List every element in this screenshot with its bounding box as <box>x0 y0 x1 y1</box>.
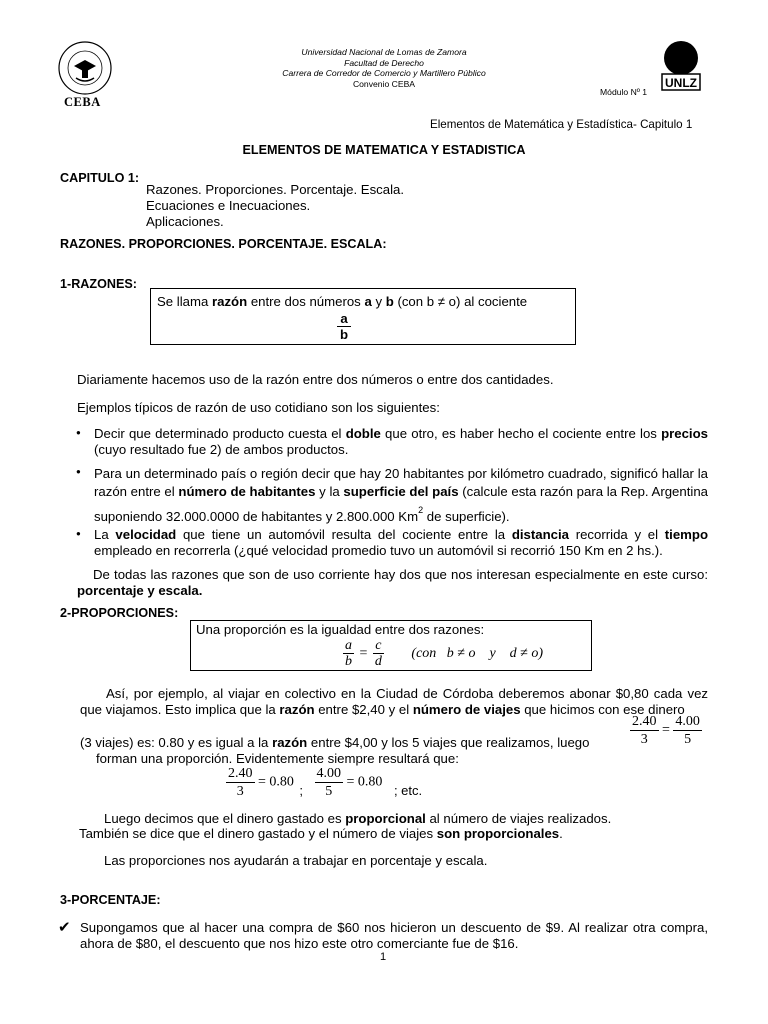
fraction-a-b <box>343 638 354 669</box>
porcentaje-paragraph-1: Supongamos que al hacer una compra de $60 nos hicieron un descuento de $9. Al realizar otra compra, ahora de $80, el descuento que nos hizo este otro comerciante fue de $16. <box>80 920 708 951</box>
proporciones-paragraph-1 <box>80 686 708 718</box>
chapter-item: Ecuaciones e Inecuaciones. <box>146 198 311 213</box>
proporciones-paragraph-3 <box>104 811 611 827</box>
razones-paragraph-2: Ejemplos típicos de razón de uso cotidiano son los siguientes: <box>77 400 440 415</box>
text: La <box>94 527 116 542</box>
fraction-numerator: 4.00 <box>675 714 700 729</box>
text: que hicimos con ese dinero <box>520 702 685 717</box>
agreement-name: Convenio CEBA <box>352 78 416 89</box>
chapter-item: Aplicaciones. <box>146 214 224 229</box>
text: Luego decimos que el dinero gastado es <box>104 811 346 826</box>
bullet-icon: ● <box>76 529 81 538</box>
var: a <box>364 294 372 309</box>
neq-symbol: ≠ <box>437 294 446 309</box>
document-subtitle: Elementos de Matemática y Estadística- Capitulo 1 <box>430 118 693 131</box>
text: (calcule esta razón para la Rep. Argentina suponiendo 32.000.0000 de habitantes y 2.800.000 Km <box>94 484 708 524</box>
bold-term: superficie del país <box>343 484 459 499</box>
fraction-denominator: 3 <box>236 784 244 799</box>
text: empleado en recorrerla (¿qué velocidad promedio tuvo un automóvil si recorrió 150 Km en 2 hs.). <box>94 543 663 558</box>
text: que otro, es haber hecho el cociente entre los <box>380 426 662 441</box>
bold-term: velocidad <box>115 527 177 542</box>
fraction-numerator: 2.40 <box>632 714 657 729</box>
bold-term: proporcional <box>345 811 426 826</box>
bold-term: distancia <box>511 527 569 542</box>
unlz-logo-text: UNLZ <box>665 76 697 90</box>
text: entre $2,40 y el <box>314 702 413 717</box>
proporcion-definition-box <box>190 620 592 671</box>
equals-sign: = <box>359 645 368 661</box>
text: Así, por ejemplo, al viajar en colectivo en la Ciudad de Córdoba deberemos abonar $0,80 cada vez que viajamos. Esto implica que la <box>80 686 708 717</box>
proporcion-definition-text: Una proporción es la igualdad entre dos razones: <box>196 622 485 637</box>
fraction-denominator: d <box>374 654 382 669</box>
fraction <box>673 713 702 748</box>
page-number: 1 <box>380 951 387 963</box>
side-proportion-equation <box>630 713 702 748</box>
left-logo <box>52 40 118 112</box>
fraction-numerator: a <box>345 638 352 653</box>
seal-icon <box>52 40 118 96</box>
career-name: Carrera de Corredor de Comercio y Martillero Público <box>282 68 486 79</box>
proporciones-paragraph-4 <box>79 826 563 842</box>
result: = 0.80 <box>346 774 383 790</box>
proporciones-heading: 2-PROPORCIONES: <box>60 606 179 620</box>
text: al número de viajes realizados. <box>425 811 612 826</box>
bold-term: razón <box>211 294 248 309</box>
razones-heading: 1-RAZONES: <box>60 277 137 291</box>
text: De todas las razones que son de uso corriente hay dos que nos interesan especialmente en este curso: <box>93 567 708 582</box>
bold-term: razón <box>279 702 315 717</box>
fraction <box>226 765 255 800</box>
text: (cuyo resultado fue 2) de ambos productos. <box>94 442 349 457</box>
bold-term: porcentaje y escala. <box>77 583 203 598</box>
proporcion-condition: (con b ≠ o y d ≠ o) <box>411 645 544 661</box>
text: Para un determinado país o región decir que hay 20 habitantes por kilómetro cuadrado, significó hallar la razón entre el <box>94 466 708 499</box>
fraction <box>630 713 659 748</box>
text: Decir que determinado producto cuesta el <box>94 426 346 441</box>
bold-term: precios <box>661 426 708 441</box>
fraction-numerator: 2.40 <box>228 766 253 781</box>
fraction-denominator: 5 <box>684 732 692 747</box>
right-logo <box>658 40 704 94</box>
separator: ; <box>299 782 304 798</box>
bold-term: razón <box>272 735 308 750</box>
bold-term: son proporcionales <box>436 826 560 841</box>
bold-term: doble <box>345 426 381 441</box>
ceba-logo-text: CEBA <box>64 95 101 109</box>
document-title: ELEMENTOS DE MATEMATICA Y ESTADISTICA <box>242 143 526 157</box>
text: (3 viajes) es: 0.80 y es igual a la <box>80 735 273 750</box>
fraction-numerator: c <box>373 638 384 654</box>
razon-fraction <box>337 311 351 342</box>
university-name: Universidad Nacional de Lomas de Zamora <box>301 47 467 57</box>
text: y <box>371 294 386 309</box>
fraction-c-d <box>373 638 384 669</box>
fraction-denominator: b <box>339 327 349 342</box>
fraction-denominator: 5 <box>325 784 333 799</box>
bold-term: número de habitantes <box>178 484 316 499</box>
section-heading: RAZONES. PROPORCIONES. PORCENTAJE. ESCALA: <box>60 237 387 251</box>
text: forman una proporción. Evidentemente siempre resultará que: <box>96 751 459 766</box>
razon-definition-box <box>150 288 576 345</box>
text: recorrida y el <box>568 527 665 542</box>
chapter-items <box>146 182 404 230</box>
superscript: 2 <box>418 505 424 515</box>
fraction-denominator: b <box>345 654 352 669</box>
module-label: Módulo Nº 1 <box>600 87 648 97</box>
chapter-item: Razones. Proporciones. Porcentaje. Escala. <box>146 182 405 197</box>
chapter-label: CAPITULO 1: <box>60 171 140 185</box>
razones-paragraph-3 <box>77 567 708 599</box>
porcentaje-heading: 3-PORCENTAJE: <box>60 893 161 907</box>
bullet-item-2 <box>94 465 708 526</box>
fraction-numerator: a <box>337 311 351 327</box>
proporciones-paragraph-2 <box>80 735 630 767</box>
checkmark-icon: ✔ <box>58 919 71 936</box>
text: Se llama <box>157 294 212 309</box>
etc-text: ; etc. <box>393 782 423 798</box>
text: que tiene un automóvil resulta del cociente entre la <box>176 527 512 542</box>
text: . <box>559 826 563 841</box>
result: = 0.80 <box>258 774 294 790</box>
text: o) al cociente <box>445 294 528 309</box>
var: b <box>385 294 394 309</box>
unlz-logo-icon <box>658 40 704 94</box>
text: y la <box>315 484 344 499</box>
faculty-name: Facultad de Derecho <box>344 57 424 68</box>
bullet-item-1 <box>94 426 708 458</box>
text: También se dice que el dinero gastado y el número de viajes <box>79 826 437 841</box>
equals-sign: = <box>662 722 670 738</box>
text: entre $4,00 y los 5 viajes que realizamos, luego <box>307 735 590 750</box>
fraction-denominator: 3 <box>640 732 648 747</box>
text: de superficie). <box>423 509 510 524</box>
razones-paragraph-1: Diariamente hacemos uso de la razón entre dos números o entre dos cantidades. <box>77 372 554 387</box>
text: entre dos números <box>247 294 365 309</box>
bold-term: tiempo <box>664 527 709 542</box>
proporcion-equation <box>343 638 543 670</box>
proportion-results-equation <box>226 765 422 800</box>
bullet-item-3 <box>94 527 708 559</box>
bullet-icon: ● <box>76 428 81 437</box>
fraction-numerator: 4.00 <box>316 766 342 781</box>
bullet-icon: ● <box>76 467 81 476</box>
text: (con b <box>393 294 438 309</box>
bold-term: número de viajes <box>412 702 521 717</box>
fraction <box>315 765 344 800</box>
header-institution <box>200 47 568 89</box>
proporciones-paragraph-5: Las proporciones nos ayudarán a trabajar en porcentaje y escala. <box>104 853 488 868</box>
